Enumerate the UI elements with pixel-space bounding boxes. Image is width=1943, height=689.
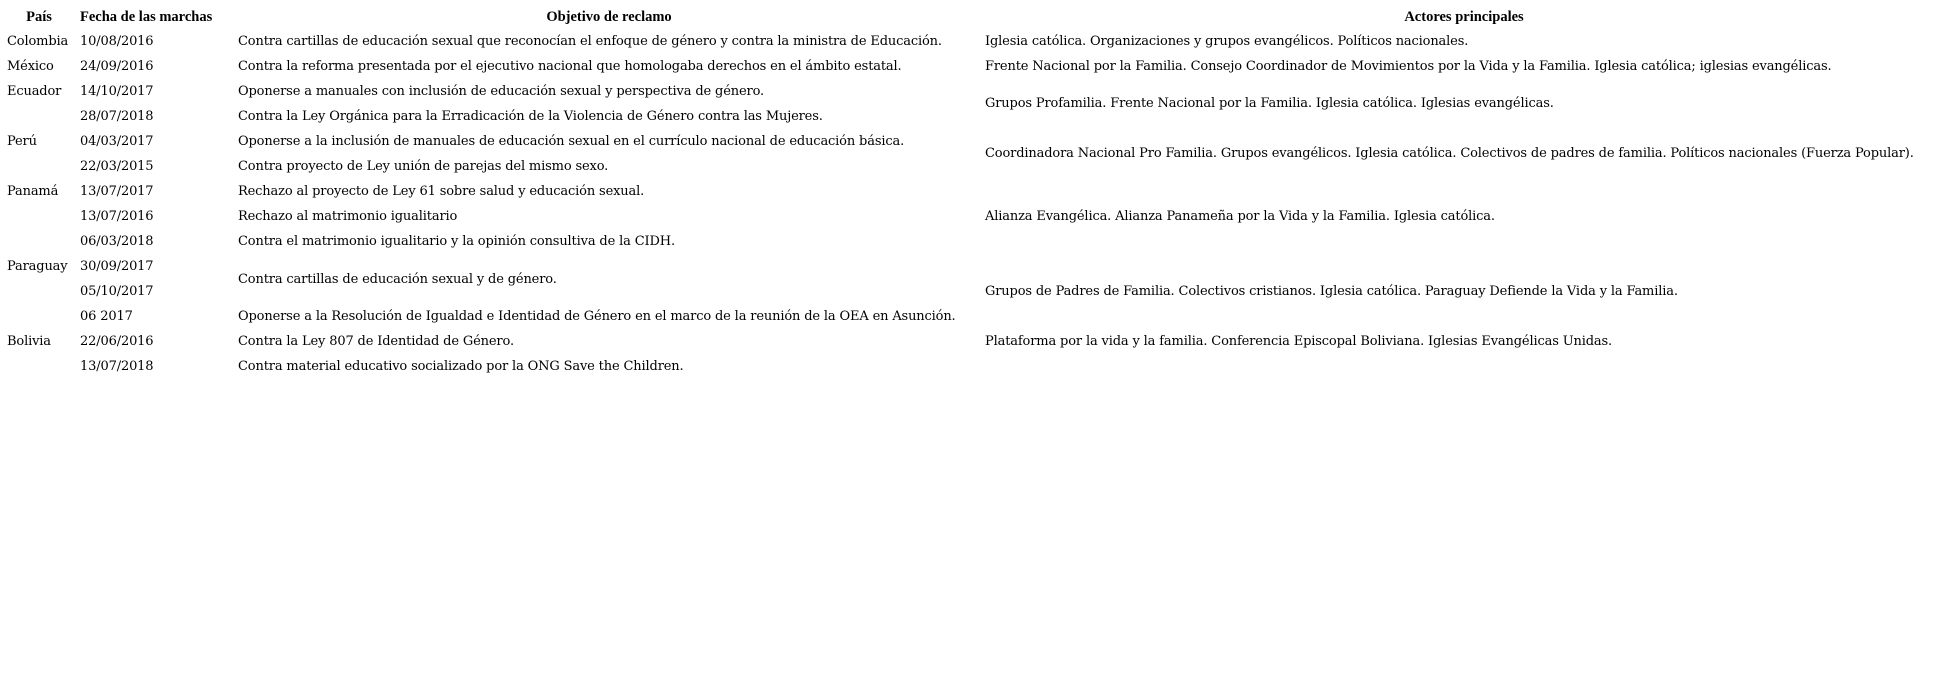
date-cell: 13/07/2018 <box>80 359 154 374</box>
country-cell: Paraguay <box>7 259 68 274</box>
objective-cell: Rechazo al matrimonio igualitario <box>238 209 458 224</box>
actors-cell: Alianza Evangélica. Alianza Panameña por la Vida y la Familia. Iglesia católica. <box>985 209 1495 224</box>
actors-cell: Frente Nacional por la Familia. Consejo Coordinador de Movimientos por la Vida y la Familia. Iglesia católica; iglesias evangélicas. <box>985 59 1832 74</box>
objective-cell: Oponerse a la inclusión de manuales de educación sexual en el currículo nacional de educación básica. <box>238 134 905 149</box>
country-cell: Ecuador <box>7 84 62 99</box>
date-cell: 05/10/2017 <box>80 284 154 299</box>
objective-cell: Contra material educativo socializado por la ONG Save the Children. <box>238 359 684 374</box>
date-cell: 10/08/2016 <box>80 34 154 49</box>
objective-cell: Contra cartillas de educación sexual que reconocían el enfoque de género y contra la ministra de Educación. <box>238 34 942 49</box>
actors-cell: Grupos Profamilia. Frente Nacional por la Familia. Iglesia católica. Iglesias evangélicas. <box>985 96 1554 111</box>
date-cell: 06/03/2018 <box>80 234 154 249</box>
actors-cell: Iglesia católica. Organizaciones y grupos evangélicos. Políticos nacionales. <box>985 34 1469 49</box>
objective-cell: Contra proyecto de Ley unión de parejas del mismo sexo. <box>238 159 609 174</box>
country-cell: México <box>7 59 54 74</box>
header-fecha: Fecha de las marchas <box>80 9 213 25</box>
header-objetivo: Objetivo de reclamo <box>546 9 672 25</box>
date-cell: 28/07/2018 <box>80 109 154 124</box>
actors-cell: Plataforma por la vida y la familia. Conferencia Episcopal Boliviana. Iglesias Evangélicas Unidas. <box>985 334 1613 349</box>
date-cell: 04/03/2017 <box>80 134 154 149</box>
date-cell: 14/10/2017 <box>80 84 154 99</box>
objective-cell: Oponerse a manuales con inclusión de educación sexual y perspectiva de género. <box>238 84 765 99</box>
date-cell: 24/09/2016 <box>80 59 154 74</box>
date-cell: 13/07/2017 <box>80 184 154 199</box>
objective-cell: Oponerse a la Resolución de Igualdad e Identidad de Género en el marco de la reunión de la OEA en Asunción. <box>238 309 956 324</box>
objective-cell: Contra la reforma presentada por el ejecutivo nacional que homologaba derechos en el ámbito estatal. <box>238 59 902 74</box>
objective-cell: Contra la Ley 807 de Identidad de Género. <box>238 334 514 349</box>
country-cell: Perú <box>7 134 37 149</box>
header-actores: Actores principales <box>1404 9 1524 25</box>
date-cell: 13/07/2016 <box>80 209 154 224</box>
date-cell: 30/09/2017 <box>80 259 154 274</box>
objective-cell: Contra la Ley Orgánica para la Erradicación de la Violencia de Género contra las Mujeres. <box>238 109 823 124</box>
country-cell: Colombia <box>7 34 69 49</box>
objective-cell: Contra el matrimonio igualitario y la opinión consultiva de la CIDH. <box>238 234 675 249</box>
country-cell: Panamá <box>7 184 59 199</box>
objective-cell: Rechazo al proyecto de Ley 61 sobre salud y educación sexual. <box>238 184 645 199</box>
date-cell: 06 2017 <box>80 309 133 324</box>
country-cell: Bolivia <box>7 334 51 349</box>
objective-cell: Contra cartillas de educación sexual y de género. <box>238 272 557 287</box>
date-cell: 22/03/2015 <box>80 159 154 174</box>
actors-cell: Coordinadora Nacional Pro Familia. Grupos evangélicos. Iglesia católica. Colectivos de padres de familia. Políticos nacionales (Fuerza Popular). <box>985 146 1914 161</box>
header-pais: País <box>26 9 52 25</box>
date-cell: 22/06/2016 <box>80 334 154 349</box>
actors-cell: Grupos de Padres de Familia. Colectivos cristianos. Iglesia católica. Paraguay Defiende la Vida y la Familia. <box>985 284 1678 299</box>
